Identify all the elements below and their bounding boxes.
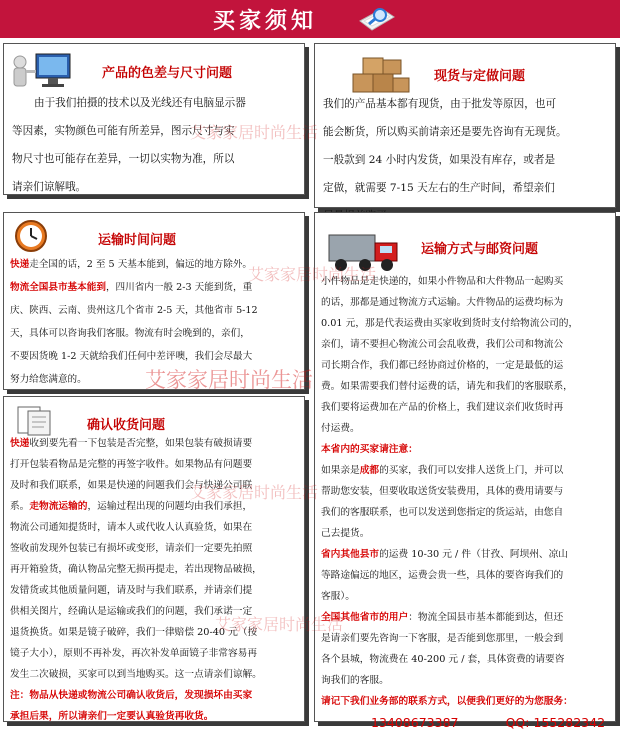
text-line: 我们的客服联系，也可以发送到您指定的货运站，由您自 — [321, 507, 564, 518]
subheading-in-province: 本省内的买家请注意： — [321, 444, 418, 455]
text-line — [10, 276, 258, 299]
text-line: 己去提货。 — [321, 528, 370, 539]
text-line: 物流公司通知提货时，请本人或代收人认真验货，如果在 — [10, 522, 253, 533]
highlight-logistics: 走物流运输的 — [29, 501, 88, 512]
text-line: 镜子大小），原则不再补发，再次补发单面镜子非常容易再 — [10, 648, 258, 659]
watermark: 艾家家居时尚生活 — [190, 123, 319, 142]
magnifier-icon — [356, 3, 398, 35]
text-line: 再开箱验货，确认物品完整无损再提走，若出现物品破损， — [10, 564, 262, 575]
text-line: 物尺寸也可能存在差异，一切以实物为准，所以 — [12, 153, 235, 165]
panel-color-size — [3, 43, 305, 195]
text-line — [321, 460, 605, 481]
highlight-express: 快递 — [10, 438, 30, 449]
text-line: 请亲们谅解哦。 — [12, 181, 87, 193]
stock-body — [323, 90, 567, 230]
shipping-method-body — [321, 271, 605, 735]
text-line: 询我们的客服。 — [321, 675, 389, 686]
text-line: 我们要将运费加在产品的价格上，我们建议亲们收货时再 — [321, 402, 564, 413]
text-segment: ，四川省内一般 2-3 天能到货，重 — [105, 282, 253, 293]
text-line: 供相关图片，经确认是运输或我们的问题，我们承诺一定 — [10, 606, 253, 617]
receipt-note: 承担后果，所以请亲们一定要认真验货再收货。 — [10, 711, 214, 722]
color-size-body — [12, 89, 246, 201]
text-line: 发错货或其他质量问题，请及时与我们联系，并请亲们提 — [10, 585, 253, 596]
highlight-other-counties: 省内其他县市 — [321, 549, 380, 560]
highlight-chengdu: 成都 — [359, 465, 380, 476]
text-line: 退货换货。如果是镜子破碎，我们一律赔偿 20-40 元（按 — [10, 627, 258, 638]
text-line: 等路途偏远的地区，运费会贵一些，具体的要咨询我们的 — [321, 570, 564, 581]
text-line: 各个县城，物流费在 40-200 元 / 套，具体资费的请要咨 — [321, 654, 565, 665]
panel-confirm-receipt — [3, 396, 305, 722]
text-line — [321, 544, 605, 565]
highlight-logistics: 物流全国县市基本能到 — [10, 282, 106, 293]
panel-shipping-method — [314, 212, 616, 730]
text-line: 打开包装看物品是完整的再签字收件。如果物品有问题要 — [10, 459, 253, 470]
header-banner — [0, 0, 620, 38]
color-size-title: 产品的色差与尺寸问题 — [102, 66, 233, 81]
text-line: 我们的产品基本都有现货，由于批发等原因，也可 — [323, 98, 557, 110]
text-line: 等因素，实物颜色可能有所差异，图示尺寸与实 — [12, 125, 235, 137]
text-line: 及时和我们联系，如果是快递的问题我们会与快递公司联 — [10, 480, 253, 491]
shipping-time-title: 运输时间问题 — [98, 233, 177, 248]
shipping-time-body — [10, 253, 258, 391]
text-line: 发生二次破损，买家可以到当地购买。这一点请亲们谅解。 — [10, 669, 262, 680]
text-line — [10, 433, 262, 454]
text-segment: 收到要先看一下包装是否完整，如果包装有破损请要 — [29, 438, 253, 449]
text-line: 不要因货晚 1-2 天就给我们任何中差评噢，我们会尽最大 — [10, 351, 253, 362]
watermark: 艾家家居时尚生活 — [190, 483, 319, 502]
page-title: 买家须知 — [213, 9, 318, 34]
panel-stock — [314, 43, 616, 208]
confirm-receipt-title: 确认收货问题 — [87, 418, 166, 433]
text-line: 客服）。 — [321, 591, 355, 602]
text-segment: ，运输过程出现的问题均由我们承担， — [87, 501, 253, 512]
contact-note: 请记下我们业务部的联系方式，以便我们更好的为您服务： — [321, 696, 573, 707]
text-line: 亲们，请不要担心物流公司会乱收费，我们公司和物流公 — [321, 339, 564, 350]
text-line: 费。如果需要我们替付运费的话，请先和我们的客服联系， — [321, 381, 573, 392]
text-line: 帮助您安装，但要收取送货安装费用，具体的费用请要与 — [321, 486, 564, 497]
text-line: 努力给您满意的。 — [10, 374, 87, 385]
text-line: 的话，那都是通过物流方式运输。大件物品的运费均标为 — [321, 297, 564, 308]
text-line — [10, 253, 258, 276]
text-segment: 的买家，我们可以安排人送货上门，并可以 — [379, 465, 564, 476]
text-segment: 如果亲是 — [321, 465, 360, 476]
text-segment: 走全国的话，2 至 5 天基本能到，偏远的地方除外。 — [29, 259, 253, 270]
contact-row — [321, 712, 605, 735]
phone-number[interactable]: 13408673387 — [371, 715, 459, 730]
truck-icon — [325, 229, 405, 275]
text-line: 由于我们拍摄的技术以及光线还有电脑显示器 — [34, 97, 246, 109]
text-segment: ：物流全国县市基本都能到达，但还 — [408, 612, 564, 623]
documents-icon — [14, 403, 58, 437]
text-line: 天，具体可以咨询我们客服。物流有时会晚到的，亲们， — [10, 328, 250, 339]
text-line: 定做，就需要 7-15 天左右的生产时间，希望亲们 — [323, 182, 555, 194]
text-line: 能会断货，所以购买前请亲还是要先咨询有无现货。 — [323, 126, 567, 138]
clock-icon — [14, 219, 48, 253]
text-line: 签收前发现外包装已有损坏或变形，请亲们一定要先拍照 — [10, 543, 253, 554]
text-line: 一般款到 24 小时内发货，如果没有库存，或者是 — [323, 154, 556, 166]
text-line — [321, 607, 605, 628]
text-line: 付运费。 — [321, 423, 360, 434]
stock-title: 现货与定做问题 — [434, 69, 526, 84]
text-line: 是请亲们要先咨询一下客服，是否能到您那里，一般会到 — [321, 633, 564, 644]
highlight-other-provinces: 全国其他省市的用户 — [321, 612, 409, 623]
text-segment: 系。 — [10, 501, 30, 512]
shipping-method-title: 运输方式与邮资问题 — [421, 242, 539, 257]
text-segment: 的运费 10-30 元 / 件（甘孜、阿坝州、凉山 — [379, 549, 568, 560]
watermark: 艾家家居时尚生活 — [145, 368, 313, 392]
highlight-express: 快递 — [10, 259, 30, 270]
text-line: 司长期合作，我们都已经协商过价格的，一定是最低的运 — [321, 360, 564, 371]
watermark: 艾家家居时尚生活 — [215, 615, 344, 634]
panel-shipping-time — [3, 212, 305, 390]
text-line: 小件物品是走快递的，如果小件物品和大件物品一起购买 — [321, 276, 564, 287]
text-line — [10, 496, 262, 517]
text-line: 庆、陕西、云南、贵州这几个省市 2-5 天，其他省市 5-12 — [10, 305, 258, 316]
receipt-note: 注：物品从快递或物流公司确认收货后，发现损坏由买家 — [10, 690, 253, 701]
text-line: 0.01 元，那是代表运费由买家收到货时支付给物流公司的， — [321, 318, 579, 329]
confirm-receipt-body — [10, 433, 262, 727]
qq-number[interactable]: QQ: 155282342 — [505, 715, 606, 730]
watermark: 艾家家居时尚生活 — [248, 265, 377, 284]
